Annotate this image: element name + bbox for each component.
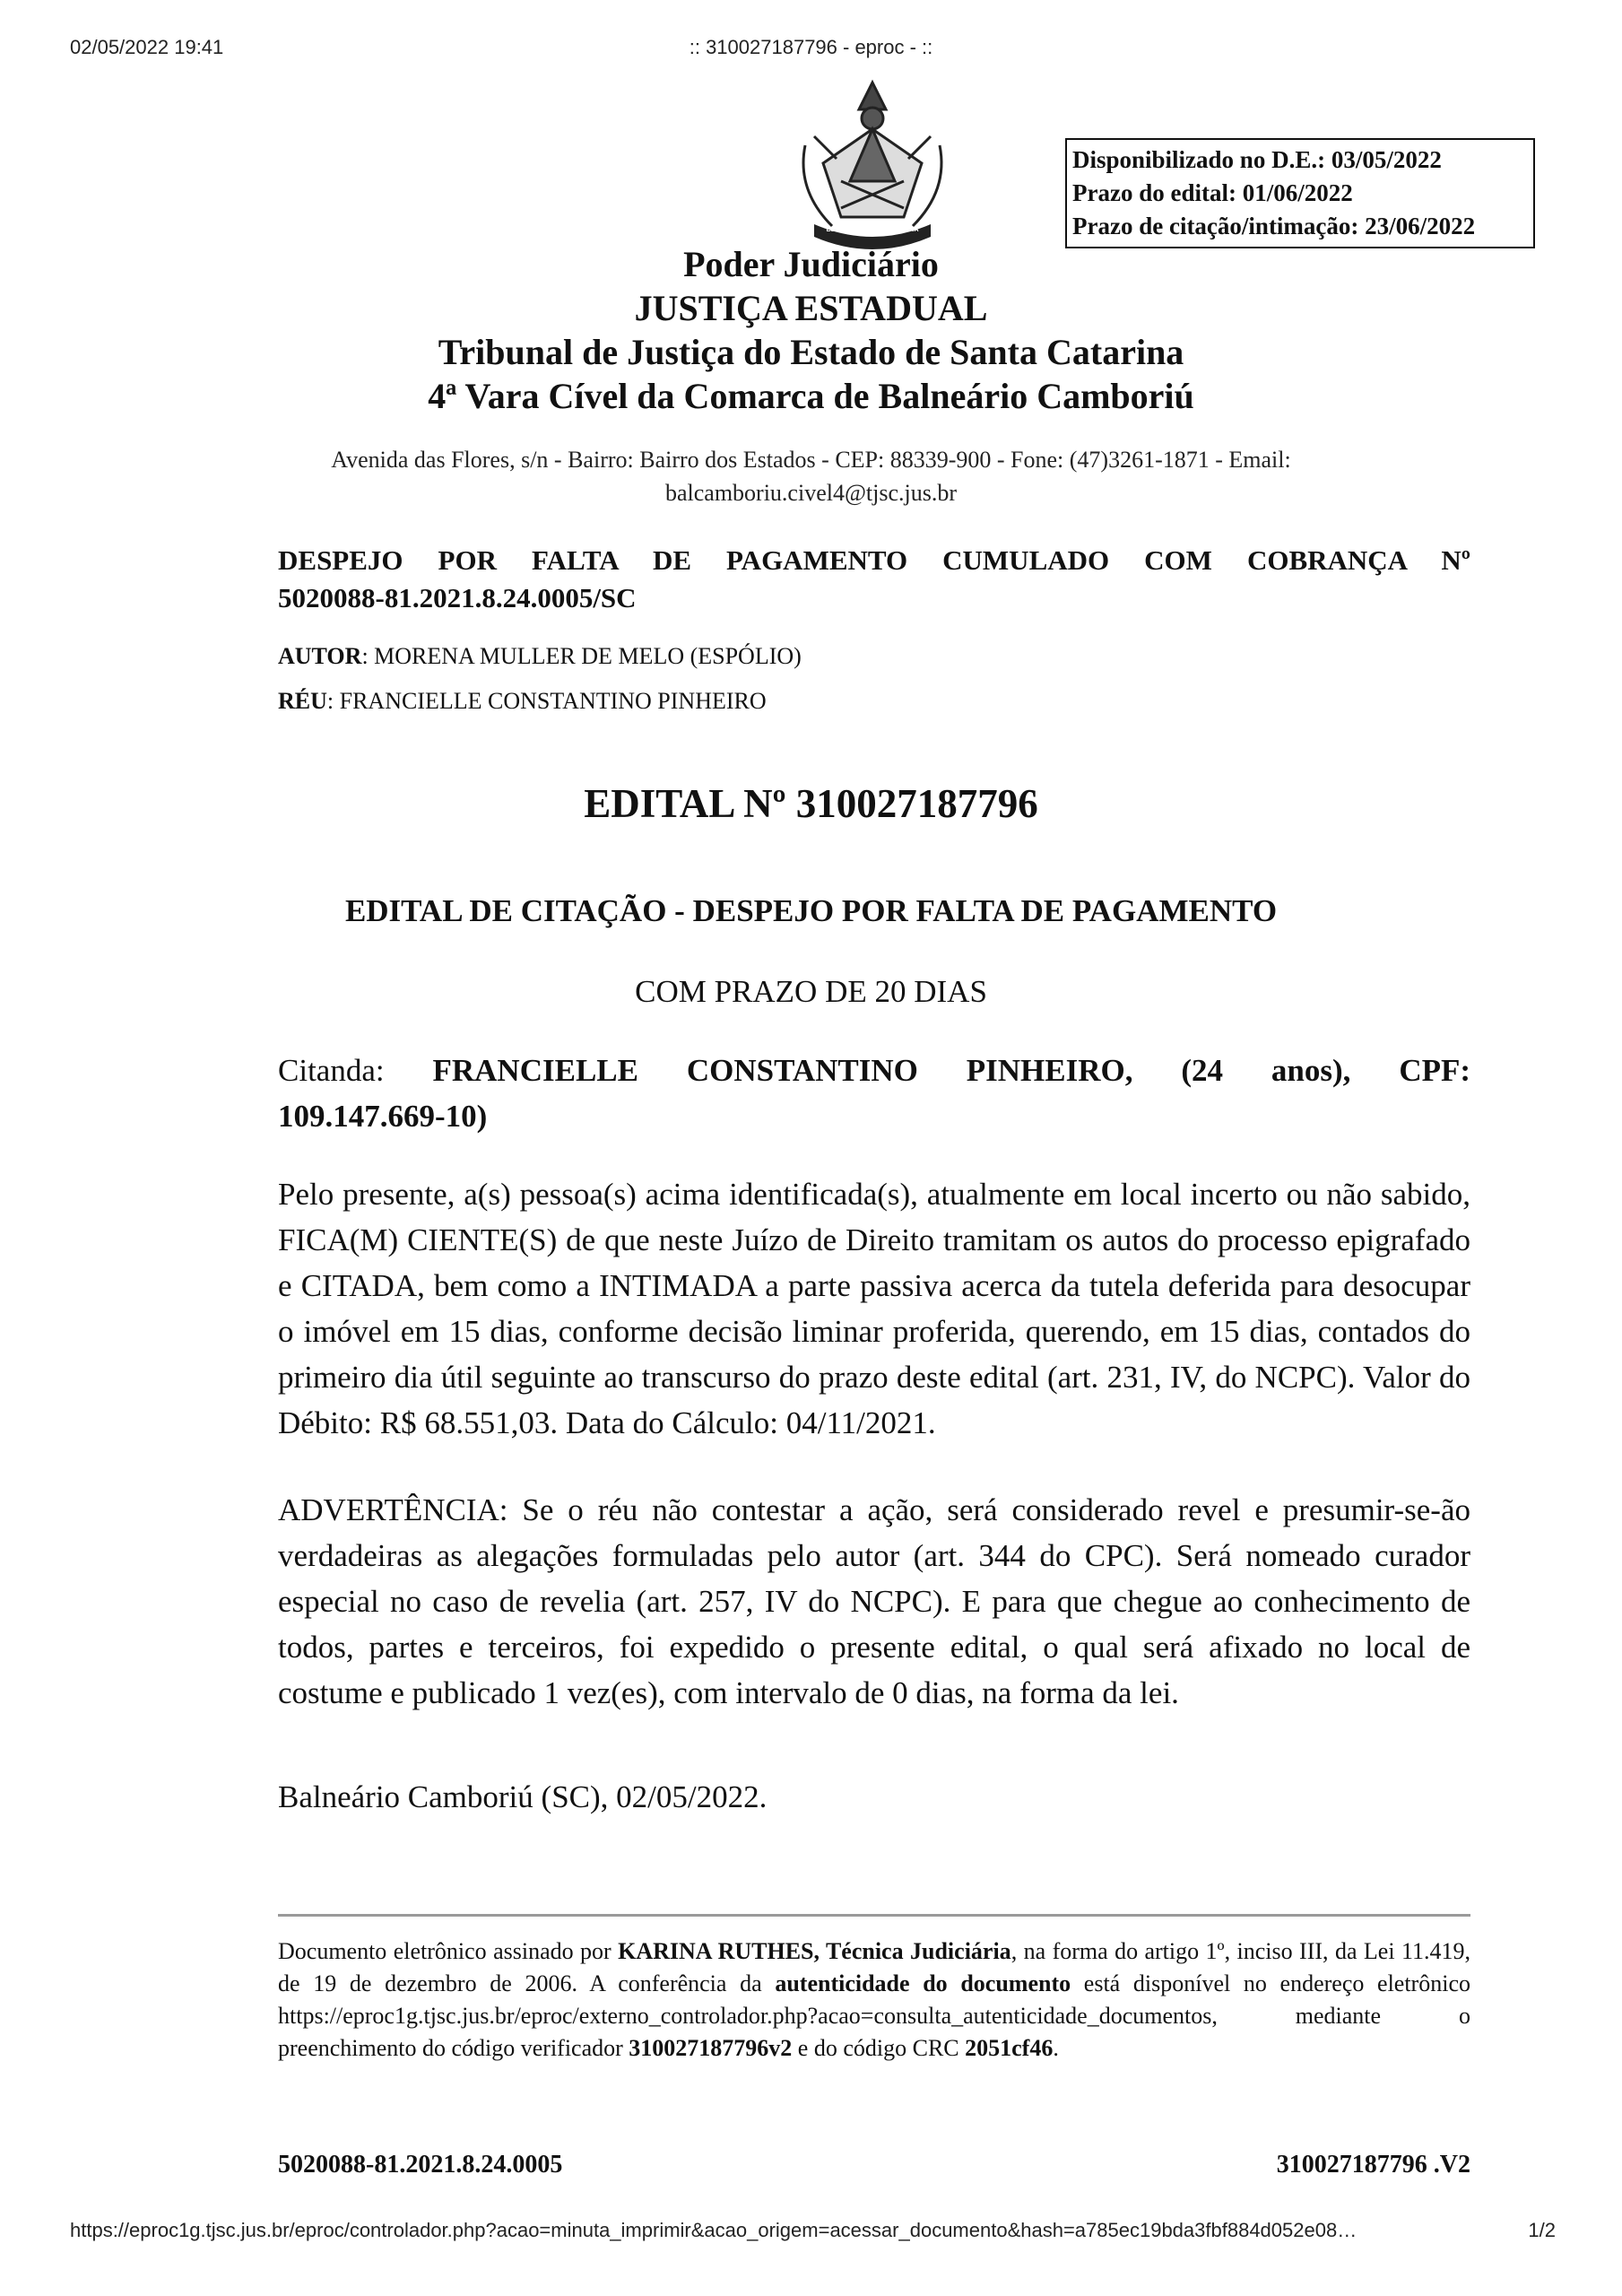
process-number: 5020088-81.2021.8.24.0005/SC [278,582,637,613]
citanda-cpf: 109.147.669-10) [278,1099,488,1134]
signature-text: Documento eletrônico assinado por [278,1938,619,1964]
author-label: AUTOR [278,643,362,669]
signature-text: e do código CRC [792,2035,966,2061]
edital-title: EDITAL Nº 310027187796 [584,781,1038,826]
signature-text: . [1053,2035,1059,2061]
print-url: https://eproc1g.tjsc.jus.br/eproc/controlador.php?acao=minuta_imprimir&acao_origem=acessar_documento&hash=a785ec19bda3fbf884d052e08… [70,2219,1357,2241]
signature-text: está disponível no endereço eletrônico https://eproc1g.tjsc.jus.br/eproc/externo_controlador.php?acao=consulta_autenticidade_documentos, mediante o preenchimento do código verificador [278,1970,1470,2061]
body-paragraph: Pelo presente, a(s) pessoa(s) acima identificada(s), atualmente em local incerto ou não sabido, FICA(M) CIENTE(S) de que neste Juízo de Direito tramitam os autos do processo epigrafado e CITADA, bem como a INTIMADA a parte passiva acerca da tutela deferida para desocupar o imóvel em 15 dias, conforme decisão liminar proferida, querendo, em 15 dias, contados do primeiro dia útil seguinte ao transcurso do prazo deste edital (art. 231, IV, do NCPC). Valor do Débito: R$ 68.551,03. Data do Cálculo: 04/11/2021. [278,1177,1470,1440]
court-line-tribunal: Tribunal de Justiça do Estado de Santa Catarina [438,332,1184,372]
court-address [0,443,1622,509]
citanda-name: FRANCIELLE CONSTANTINO PINHEIRO, (24 anos), CPF: [432,1053,1471,1088]
signer-name: KARINA RUTHES, Técnica Judiciária [618,1938,1011,1964]
signature-divider [278,1914,1470,1917]
electronic-signature [278,1935,1470,2065]
edital-term: COM PRAZO DE 20 DIAS [635,974,987,1009]
defendant-value: : FRANCIELLE CONSTANTINO PINHEIRO [326,688,767,714]
print-page-count: 1/2 [1528,2219,1556,2241]
defendant-label: RÉU [278,688,327,714]
citanda-label: Citanda: [278,1053,385,1088]
place-date: Balneário Camboriú (SC), 02/05/2022. [278,1779,768,1814]
process-title-line1: DESPEJO POR FALTA DE PAGAMENTO CUMULADO COM COBRANÇA Nº [278,544,1470,576]
notice-edital-deadline: Prazo do edital: 01/06/2022 [1072,179,1353,206]
coat-of-arms-icon [787,74,958,253]
author-value: : MORENA MULLER DE MELO (ESPÓLIO) [361,643,802,669]
party-defendant [278,687,1470,716]
address-email: balcamboriu.civel4@tjsc.jus.br [664,480,958,506]
footer-process-number: 5020088-81.2021.8.24.0005 [278,2151,563,2179]
warning-paragraph: ADVERTÊNCIA: Se o réu não contestar a ação, será considerado revel e presumir-se-ão verdadeiras as alegações formuladas pelo autor (art. 344 do CPC). Será nomeado curador especial no caso de revelia (art. 257, IV do NCPC). E para que chegue ao conhecimento de todos, partes e terceiros, foi expedido o presente edital, o qual será afixado no local de costume e publicado 1 vez(es), com intervalo de 0 dias, na forma da lei. [278,1492,1470,1710]
print-page-title: :: 310027187796 - eproc - :: [689,36,933,58]
court-line-poder: Poder Judiciário [683,244,939,284]
edital-subtitle: EDITAL DE CITAÇÃO - DESPEJO POR FALTA DE PAGAMENTO [344,893,1278,928]
verifier-code: 310027187796v2 [629,2035,793,2061]
process-title [278,542,1470,617]
authenticity-label: autenticidade do documento [775,1970,1071,1996]
notice-availability-date: Disponibilizado no D.E.: 03/05/2022 [1072,146,1442,173]
citanda-line1 [278,1048,1470,1093]
emblem-banner-text: ESTADO DE SANTA CATARINA [826,227,919,233]
citanda-block [278,1048,1470,1139]
footer-document-version: 310027187796 .V2 [1276,2151,1470,2179]
publication-notice-box [1065,138,1535,248]
notice-citation-deadline: Prazo de citação/intimação: 23/06/2022 [1072,213,1476,239]
address-line: Avenida das Flores, s/n - Bairro: Bairro dos Estados - CEP: 88339-900 - Fone: (47)3261-1871 - Email: [331,447,1291,473]
crc-code: 2051cf46 [965,2035,1054,2061]
court-header [0,242,1622,418]
party-author [278,642,1470,671]
court-line-vara: 4ª Vara Cível da Comarca de Balneário Camboriú [428,376,1194,416]
signature-text: , na forma do artigo 1º, inciso III, da Lei 11.419, de 19 de dezembro de 2006. A conferência da [278,1938,1471,1996]
print-datetime: 02/05/2022 19:41 [70,36,224,58]
court-line-justica: JUSTIÇA ESTADUAL [634,288,988,328]
